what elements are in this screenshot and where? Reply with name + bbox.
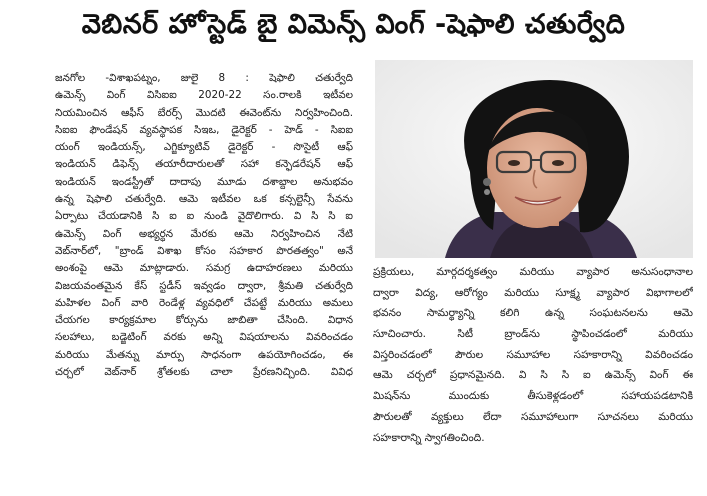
article-line: మిషన్‌ను ముందుకు తీసుకెళ్లడంలో సహాయపడటానికి [373, 390, 693, 403]
article-line: ఇండియన్ డిఫెన్స్ తయారీదారులతో సహా కన్ఫెడరేషన్ ఆఫ్ [55, 158, 353, 171]
article-line: ఇండియన్ ఇండస్ట్రీతో దాదాపు మూడు దశాబ్దాల అనుభవం [55, 175, 353, 188]
article-line: సలహాలు, బడ్జెటింగ్ వరకు అన్ని విషయాలను వివరించడం [55, 331, 353, 344]
portrait-photo [375, 60, 693, 258]
article-line: ఏర్పాటు చేయడానికి సి ఐ ఐ నుండి వైదొలిగారు. వి సి సి ఐ [55, 210, 353, 223]
article-line: ఉమెన్స్ వింగ్ అభ్యర్థన మేరకు ఆమె నిర్వహించిన నేటి [55, 227, 353, 240]
article-line: వెబ్‌నార్‌లో, "బ్రాండ్ విశాఖ కోసం సహకార పొరతత్వం" అనే [55, 244, 353, 257]
article-line: యంగ్ ఇండియన్స్, ఎగ్జిక్యూటివ్ డైరెక్టర్ - సొసైటీ ఆఫ్ [55, 141, 353, 154]
article-line: మరియు మేతన్ను మార్పు సాధనంగా ఉపయోగించడం, ఈ [55, 348, 353, 361]
article-column-left [55, 70, 353, 381]
article-line: ఆమె చర్చలో ప్రధానమైనది. వి సి సి ఐ ఉమెన్స్ వింగ్ ఈ [373, 369, 693, 382]
article-line: సూచించారు. సిటీ బ్రాండ్‌ను స్థాపించడంలో మరియు [373, 328, 693, 341]
article-line: ఉన్న షెఫాలి చతుర్వేది. ఆమె ఇటీవల ఒక కన్సల్టెన్సీ సేవను [55, 193, 353, 206]
article-line: విజయవంతమైన కేస్ స్టడీస్ ఇవ్వడం ద్వారా, శ్రీమతి చతుర్వేది [55, 279, 353, 292]
article-line: జనగోల -విశాఖపట్నం, జులై 8 : షెఫాలి చతుర్వేది [55, 72, 353, 84]
article-line: నియమించిన ఆఫీస్ బేరర్స్ మొదటి ఈవెంట్‌ను నిర్వహించింది. [55, 106, 353, 119]
article-line: ప్రక్రియలు, మార్గదర్శకత్వం మరియు వ్యాపార అనుసంధానాల [373, 266, 693, 278]
article-line: చర్చలో వెబ్‌నార్ శ్రోతలకు చాలా ప్రేరణనిచ్చింది. వివిధ [55, 366, 353, 379]
article-line: పౌరులతో వ్యక్తులు లేదా సమూహాలుగా సూచనలు మరియు [373, 410, 693, 423]
article-line: మహిళల వింగ్ వారి రెండేళ్ల వ్యవధిలో చేపట్టే మరియు అమలు [55, 296, 353, 309]
article-line: అంశంపై ఆమె మాట్లాడారు. సమగ్ర ఉదాహరణలు మరియు [55, 262, 353, 275]
article-line: భవనం సామర్థ్యాన్ని కలిగి ఉన్న సంఘటనలను ఆమె [373, 307, 693, 320]
article-line: విస్తరించడంలో పౌరుల సమూహాల సహకారాన్ని వివరించడం [373, 348, 693, 361]
portrait-illustration [375, 60, 693, 258]
article-line: చేయగల కార్యక్రమాల కోర్సును జాబితా చేసింది. విధాన [55, 314, 353, 327]
article-column-right [373, 262, 693, 448]
article-line: సిఐఐ ఫౌండేషన్ వ్యవస్థాపక సిఇఒ, డైరెక్టర్ - హెడ్ - సిఐఐ [55, 123, 353, 136]
headline: వెబినర్ హోస్టెడ్ బై విమెన్స్ వింగ్ -షెఫాలి చతుర్వేది [81, 9, 626, 40]
article-line: సహకారాన్ని స్వాగతించింది. [373, 431, 485, 444]
article-line: ద్వారా విద్య, ఆరోగ్యం మరియు సూక్ష్మ వ్యాపార విభాగాలలో [373, 286, 693, 299]
article-line: ఉమెన్స్ వింగ్ విసిఐఐ 2020-22 సం.రాలకి ఇటీవల [55, 89, 353, 102]
